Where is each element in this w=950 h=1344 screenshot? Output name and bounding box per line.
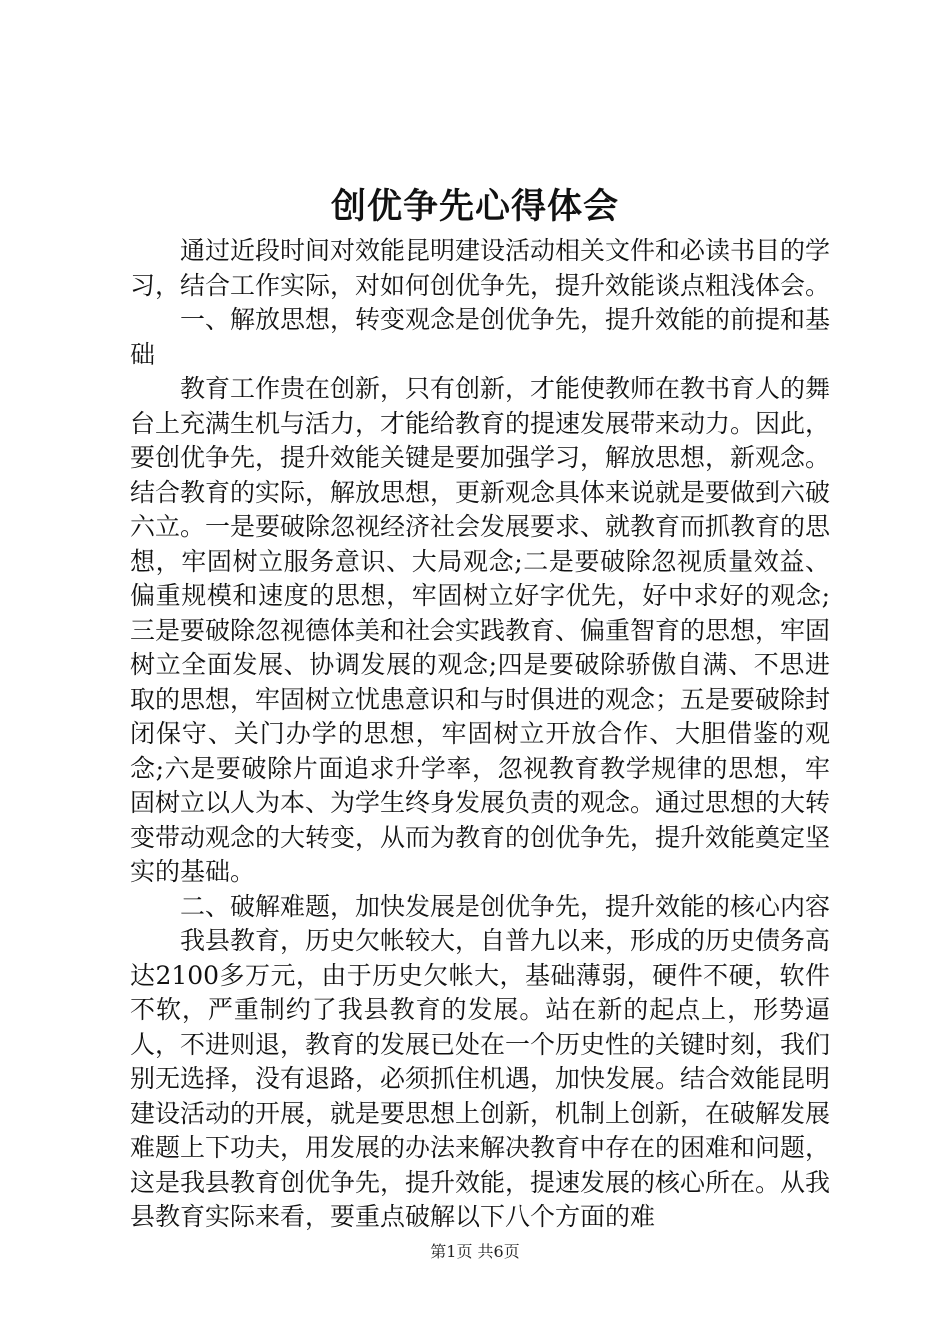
paragraph-section-2: 我县教育，历史欠帐较大，自普九以来，形成的历史债务高达2100多万元，由于历史欠帐大，基础薄弱，硬件不硬，软件不软，严重制约了我县教育的发展。站在新的起点上，形势逼人，不进则退，教育的发展已处在一个历史性的关键时刻，我们别无选择，没有退路，必须抓住机遇，加快发展。结合效能昆明建设活动的开展，就是要思想上创新，机制上创新，在破解发展难题上下功夫，用发展的办法来解决教育中存在的困难和问题，这是我县教育创优争先，提升效能，提速发展的核心所在。从我县教育实际来看，要重点破解以下八个方面的难 xyxy=(130,926,831,1231)
paragraph-section-1: 教育工作贵在创新，只有创新，才能使教师在教书育人的舞台上充满生机与活力，才能给教育的提速发展带来动力。因此，要创优争先，提升效能关键是要加强学习，解放思想，新观念。结合教育的实际，解放思想，更新观念具体来说就是要做到六破六立。一是要破除忽视经济社会发展要求、就教育而抓教育的思想，牢固树立服务意识、大局观念;二是要破除忽视质量效益、偏重规模和速度的思想，牢固树立好字优先，好中求好的观念;三是要破除忽视德体美和社会实践教育、偏重智育的思想，牢固树立全面发展、协调发展的观念;四是要破除骄傲自满、不思进取的思想，牢固树立忧患意识和与时俱进的观念；五是要破除封闭保守、关门办学的思想，牢固树立开放合作、大胆借鉴的观念;六是要破除片面追求升学率，忽视教育教学规律的思想，牢固树立以人为本、为学生终身发展负责的观念。通过思想的大转变带动观念的大转变，从而为教育的创优争先，提升效能奠定坚实的基础。 xyxy=(130,374,831,886)
section-heading-2: 二、破解难题，加快发展是创优争先，提升效能的核心内容 xyxy=(180,891,831,921)
document-title: 创优争先心得体会 xyxy=(330,186,619,227)
paragraph-intro: 通过近段时间对效能昆明建设活动相关文件和必读书目的学习，结合工作实际，对如何创优争先，提升效能谈点粗浅体会。 xyxy=(130,236,831,300)
section-heading-1: 一、解放思想，转变观念是创优争先，提升效能的前提和基础 xyxy=(130,305,831,369)
document-body xyxy=(130,234,830,1235)
page-footer: 第1页 共6页 xyxy=(430,1242,520,1261)
